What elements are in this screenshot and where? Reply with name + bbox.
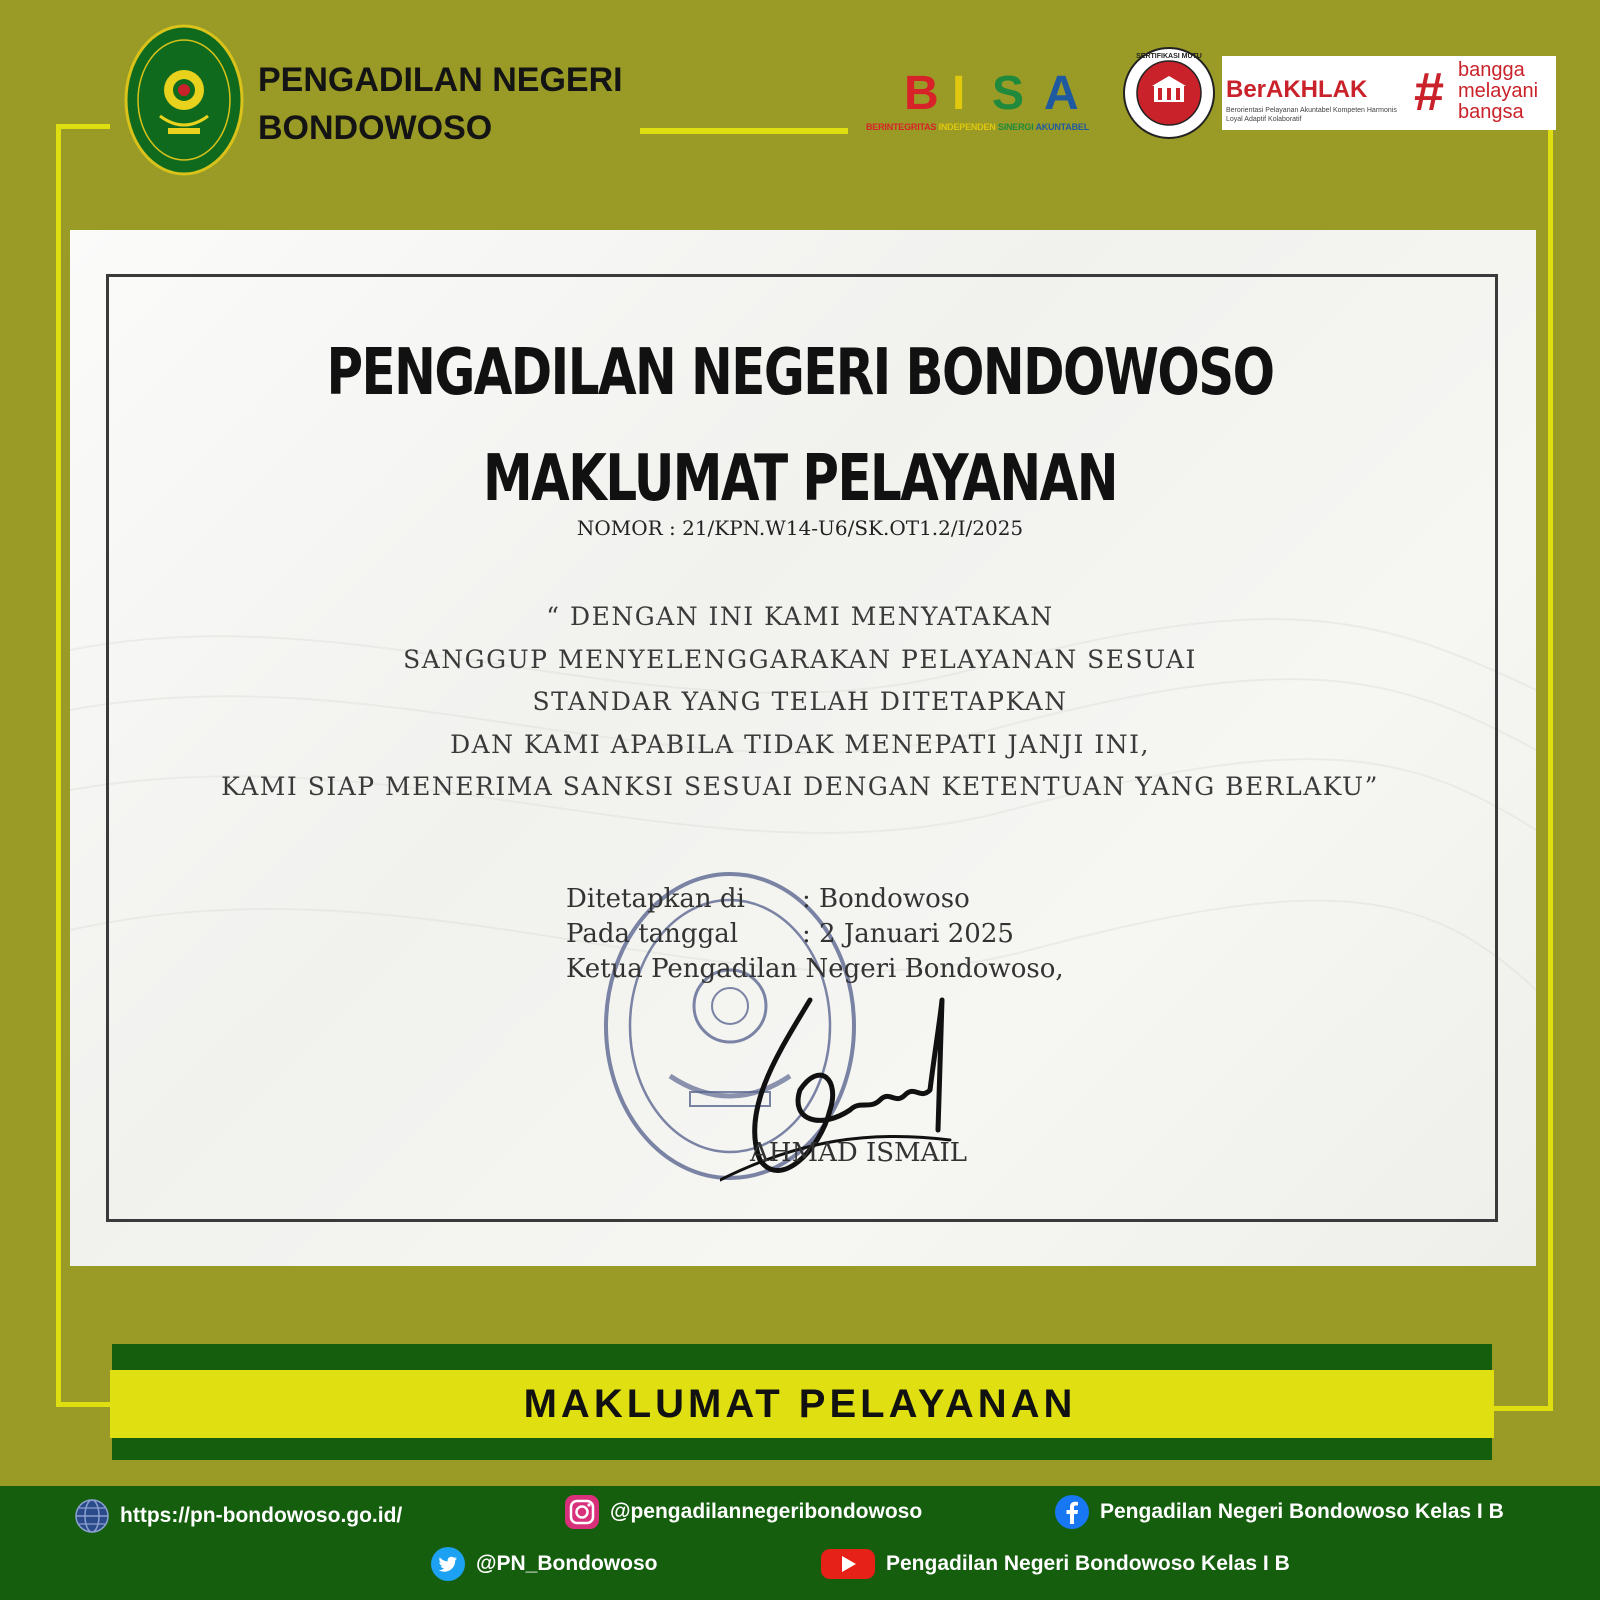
website-link[interactable]: https://pn-bondowoso.go.id/ bbox=[120, 1504, 403, 1527]
document-subtitle: MAKLUMAT PELAYANAN bbox=[483, 442, 1117, 516]
org-name bbox=[258, 56, 623, 152]
document-title: PENGADILAN NEGERI BONDOWOSO bbox=[326, 336, 1274, 410]
bisa-letter-a: A bbox=[1044, 67, 1079, 120]
youtube-channel[interactable]: Pengadilan Negeri Bondowoso Kelas I B bbox=[886, 1552, 1290, 1575]
statement-line-2: SANGGUP MENYELENGGARAKAN PELAYANAN SESUAI bbox=[403, 644, 1197, 674]
statement-line-4: DAN KAMI APABILA TIDAK MENEPATI JANJI INI, bbox=[450, 729, 1150, 759]
bisa-word-1: BERINTEGRITAS bbox=[866, 122, 937, 132]
facebook-page[interactable]: Pengadilan Negeri Bondowoso Kelas I B bbox=[1100, 1500, 1504, 1523]
berakhlak-slogan bbox=[1458, 60, 1538, 123]
statement-line-3: STANDAR YANG TELAH DITETAPKAN bbox=[532, 687, 1068, 716]
footer bbox=[0, 1486, 1600, 1600]
instagram-handle[interactable]: @pengadilannegeribondowoso bbox=[610, 1500, 923, 1523]
bisa-word-2: INDEPENDEN bbox=[938, 122, 996, 132]
slogan-line2: melayani bbox=[1458, 80, 1539, 102]
bisa-values bbox=[866, 122, 1089, 132]
banner-label: MAKLUMAT PELAYANAN bbox=[523, 1382, 1077, 1426]
frame-line-left-top bbox=[56, 124, 110, 129]
position-row: Ketua Pengadilan Negeri Bondowoso, bbox=[566, 954, 1064, 984]
youtube-icon bbox=[820, 1546, 876, 1582]
place-value: : Bondowoso bbox=[802, 884, 970, 914]
bisa-word-3: SINERGI bbox=[997, 122, 1034, 132]
bisa-letter-s: S bbox=[992, 67, 1025, 120]
twitter-icon bbox=[430, 1546, 466, 1582]
court-logo-icon bbox=[124, 24, 244, 176]
date-row bbox=[566, 917, 1064, 952]
hashtag-icon: # bbox=[1414, 62, 1445, 122]
frame-line-header bbox=[640, 128, 848, 134]
cert-label: SERTIFIKASI MUTU bbox=[1136, 53, 1202, 60]
globe-icon bbox=[74, 1498, 110, 1534]
org-name-line2: BONDOWOSO bbox=[258, 109, 493, 147]
date-label: Pada tanggal bbox=[566, 919, 739, 949]
org-name-line1: PENGADILAN NEGERI bbox=[258, 61, 623, 99]
berakhlak-badge bbox=[1222, 56, 1556, 130]
document-number: NOMOR : 21/KPN.W14-U6/SK.OT1.2/I/2025 bbox=[576, 516, 1024, 540]
berakhlak-title: BerAKHLAK bbox=[1226, 76, 1368, 103]
bisa-letter-i: I bbox=[952, 67, 966, 120]
signer-name: AHMAD ISMAIL bbox=[750, 1138, 967, 1168]
statement-line-5: KAMI SIAP MENERIMA SANKSI SESUAI DENGAN KETENTUAN YANG BERLAKU” bbox=[221, 772, 1379, 801]
slogan-line3: bangsa bbox=[1458, 101, 1524, 123]
footer-youtube[interactable] bbox=[820, 1546, 1290, 1582]
statement-line-1: “ DENGAN INI KAMI MENYATAKAN bbox=[546, 602, 1054, 631]
place-label: Ditetapkan di bbox=[566, 884, 745, 914]
footer-facebook[interactable] bbox=[1054, 1494, 1504, 1530]
service-statement bbox=[0, 596, 1600, 809]
berakhlak-description: Berorientasi Pelayanan Akuntabel Kompeten Harmonis Loyal Adaptif Kolaboratif bbox=[1226, 107, 1397, 123]
facebook-icon bbox=[1054, 1494, 1090, 1530]
footer-instagram[interactable] bbox=[564, 1494, 922, 1530]
quality-certification-badge-icon bbox=[1122, 46, 1216, 140]
date-value: : 2 Januari 2025 bbox=[802, 919, 1014, 949]
footer-twitter[interactable] bbox=[430, 1546, 657, 1582]
footer-website[interactable] bbox=[74, 1498, 402, 1534]
instagram-icon bbox=[564, 1494, 600, 1530]
twitter-handle[interactable]: @PN_Bondowoso bbox=[476, 1552, 658, 1575]
bisa-letter-b: B bbox=[904, 67, 939, 120]
place-row bbox=[566, 882, 1064, 917]
signature-block bbox=[566, 882, 1064, 987]
bisa-word-4: AKUNTABEL bbox=[1035, 122, 1089, 132]
bisa-badge bbox=[866, 66, 1118, 138]
slogan-line1: bangga bbox=[1458, 59, 1525, 81]
